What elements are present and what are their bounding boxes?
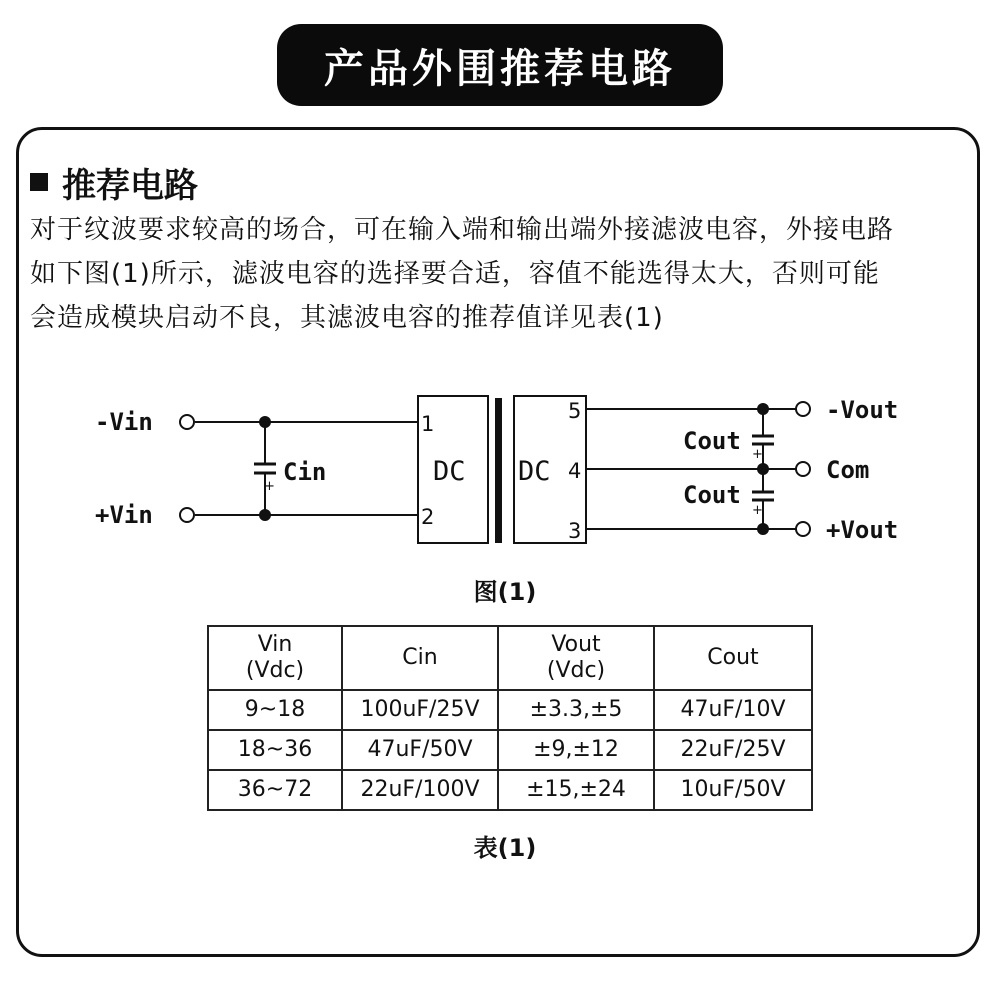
header-line: Vin (257, 632, 293, 657)
table-cell: 10uF/50V (654, 770, 812, 810)
table-cell: 36~72 (208, 770, 342, 810)
terminal-neg-vin-icon (180, 415, 194, 429)
table-cell: 18~36 (208, 730, 342, 770)
table-cell: 22uF/100V (342, 770, 498, 810)
label-cout-bottom: Cout (683, 481, 741, 509)
junction-dot-icon (757, 403, 769, 415)
label-neg-vin: -Vin (95, 408, 153, 436)
table-cell: 9~18 (208, 690, 342, 730)
table-cell: 47uF/50V (342, 730, 498, 770)
header-vin (208, 626, 342, 690)
dc-label-left: DC (433, 456, 466, 487)
table-header-row (208, 626, 812, 690)
header-line: (Vdc) (546, 658, 606, 683)
section-heading-text: 推荐电路 (62, 165, 198, 206)
header-cout (654, 626, 812, 690)
table-cell: 47uF/10V (654, 690, 812, 730)
cout2-plus-sign: + (752, 503, 763, 518)
label-pos-vin: +Vin (95, 501, 153, 529)
label-neg-vout: -Vout (826, 396, 899, 424)
label-cout-top: Cout (683, 427, 741, 455)
header-cin (342, 626, 498, 690)
junction-dot-icon (259, 416, 271, 428)
table-cell: 100uF/25V (342, 690, 498, 730)
header-line: Vout (551, 632, 601, 657)
header-line: (Vdc) (245, 658, 305, 683)
pin-1: 1 (421, 412, 435, 436)
isolation-bar (495, 398, 502, 543)
label-pos-vout: +Vout (826, 516, 899, 544)
junction-dot-icon (757, 523, 769, 535)
capacitor-table (207, 625, 813, 811)
table-row (208, 690, 812, 730)
paragraph-line: 对于纹波要求较高的场合，可在输入端和输出端外接滤波电容，外接电路 (30, 215, 895, 245)
pin-3: 3 (568, 519, 582, 543)
table-cell: ±9,±12 (498, 730, 654, 770)
header-vout (498, 626, 654, 690)
label-com: Com (826, 456, 870, 484)
table-row (208, 730, 812, 770)
figure-caption: 图(1) (473, 578, 537, 606)
table-row (208, 770, 812, 810)
header-line: Cin (402, 645, 438, 670)
header-line: Cout (707, 645, 759, 670)
table-cell: 22uF/25V (654, 730, 812, 770)
cin-plus-sign: + (264, 479, 275, 494)
pin-4: 4 (568, 459, 582, 483)
terminal-pos-vout-icon (796, 522, 810, 536)
junction-dot-icon (259, 509, 271, 521)
pin-5: 5 (568, 399, 582, 423)
junction-dot-icon (757, 463, 769, 475)
pin-2: 2 (421, 505, 435, 529)
dc-label-right: DC (518, 456, 551, 487)
page-title: 产品外围推荐电路 (277, 24, 723, 106)
table-cell: ±15,±24 (498, 770, 654, 810)
terminal-com-icon (796, 462, 810, 476)
cout1-plus-sign: + (752, 447, 763, 462)
paragraph-line: 会造成模块启动不良，其滤波电容的推荐值详见表(1) (30, 303, 664, 333)
paragraph-line: 如下图(1)所示，滤波电容的选择要合适，容值不能选得太大，否则可能 (30, 259, 880, 289)
label-cin: Cin (283, 458, 327, 486)
table-cell: ±3.3,±5 (498, 690, 654, 730)
terminal-neg-vout-icon (796, 402, 810, 416)
table-caption: 表(1) (473, 834, 537, 862)
terminal-pos-vin-icon (180, 508, 194, 522)
